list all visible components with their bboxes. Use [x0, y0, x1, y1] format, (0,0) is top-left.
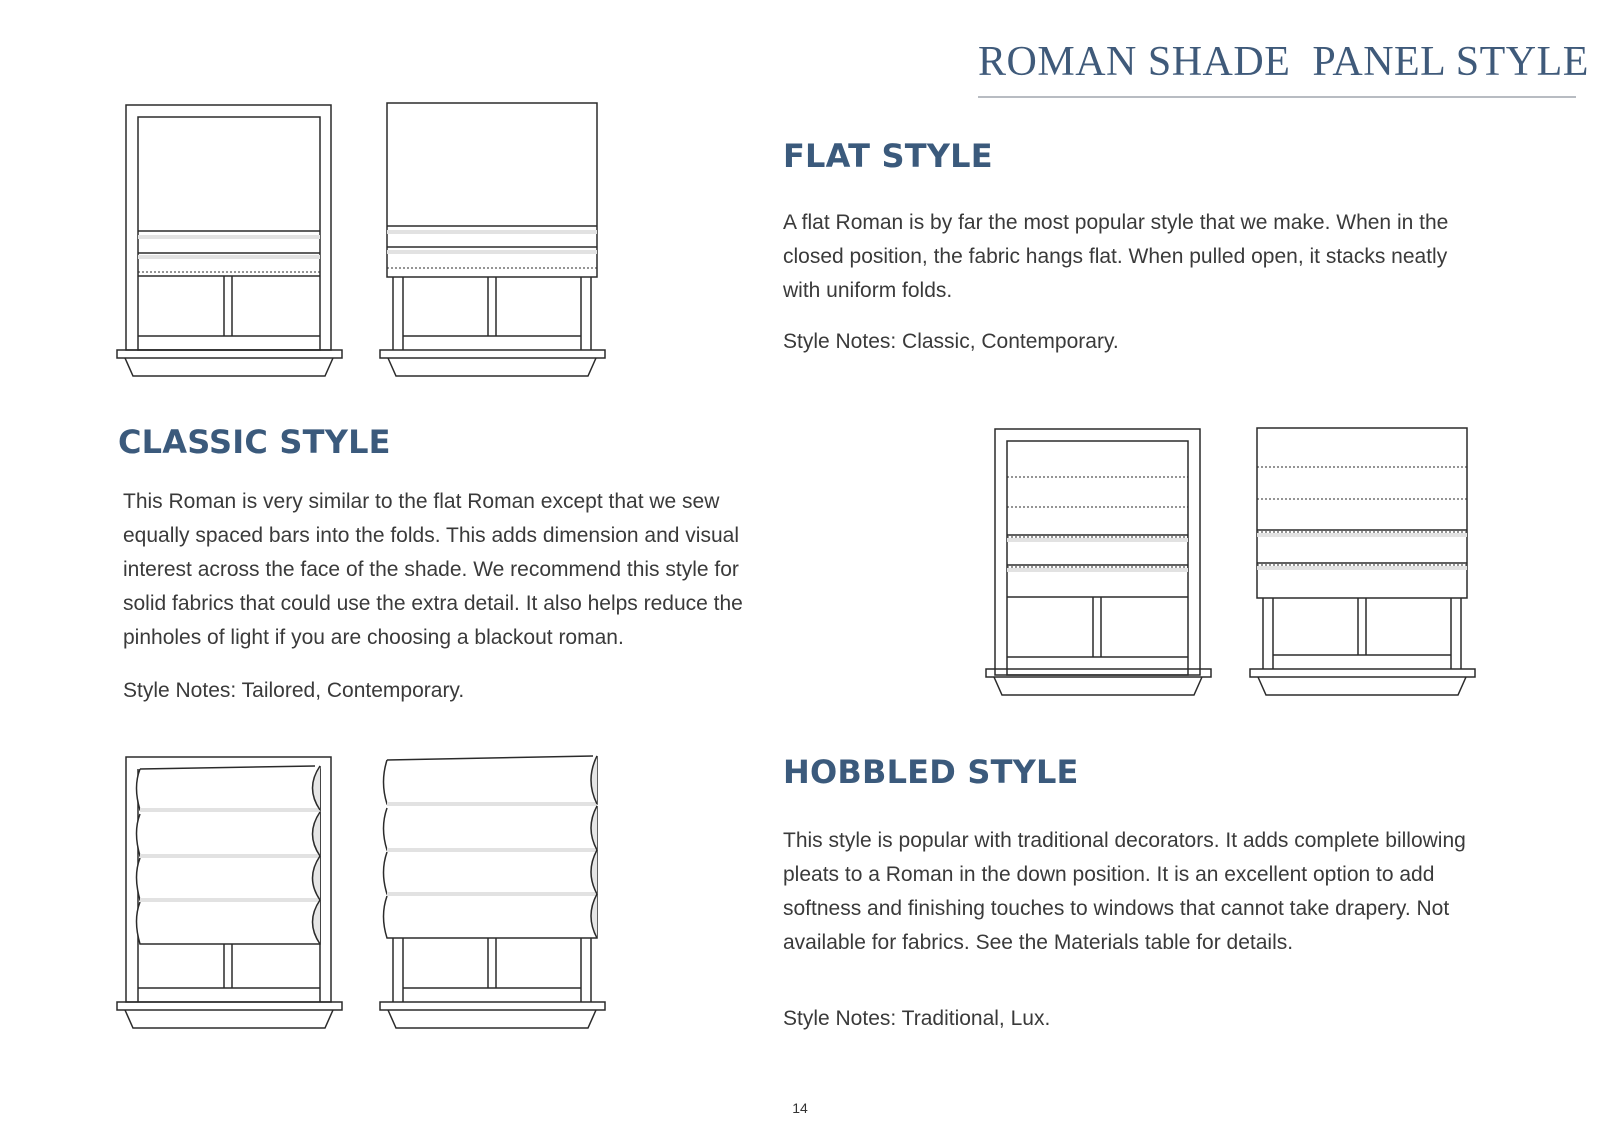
- title-divider: [978, 96, 1576, 98]
- classic-style-heading: CLASSIC STYLE: [118, 423, 391, 461]
- page-title: ROMAN SHADE PANEL STYLE: [978, 39, 1589, 85]
- classic-outside-mount-window: [1250, 428, 1475, 695]
- hobbled-outside-mount-window: [380, 756, 605, 1028]
- classic-style-description: This Roman is very similar to the flat Roman except that we sew equally spaced bars into the folds. This adds dimension and visual interest across the face of the shade. We recommend this style for solid fabrics that could use the extra detail. It also helps reduce the pinholes of light if you are choosing a blackout roman.: [123, 490, 743, 649]
- hobbled-style-notes: Style Notes: Traditional, Lux.: [783, 1007, 1051, 1030]
- hobbled-style-description: This style is popular with traditional decorators. It adds complete billowing pleats to a Roman in the down position. It is an excellent option to add softness and finishing touches to windows that cannot take drapery. Not available for fabrics. See the Materials table for details.: [783, 829, 1466, 954]
- hobbled-style-illustration: [115, 752, 615, 1032]
- classic-style-notes: Style Notes: Tailored, Contemporary.: [123, 679, 465, 702]
- classic-inside-mount-window: [986, 429, 1211, 695]
- flat-style-notes: Style Notes: Classic, Contemporary.: [783, 330, 1119, 353]
- flat-outside-mount-window: [380, 103, 605, 376]
- hobbled-inside-mount-window: [117, 757, 342, 1028]
- page-number: 14: [792, 1100, 808, 1116]
- flat-style-illustration: [115, 100, 615, 380]
- classic-style-illustration: [985, 425, 1485, 705]
- hobbled-style-heading: HOBBLED STYLE: [783, 753, 1079, 791]
- flat-style-description: A flat Roman is by far the most popular style that we make. When in the closed position, the fabric hangs flat. When pulled open, it stacks neatly with uniform folds.: [783, 211, 1449, 302]
- flat-inside-mount-window: [117, 105, 342, 376]
- flat-style-heading: FLAT STYLE: [783, 137, 993, 175]
